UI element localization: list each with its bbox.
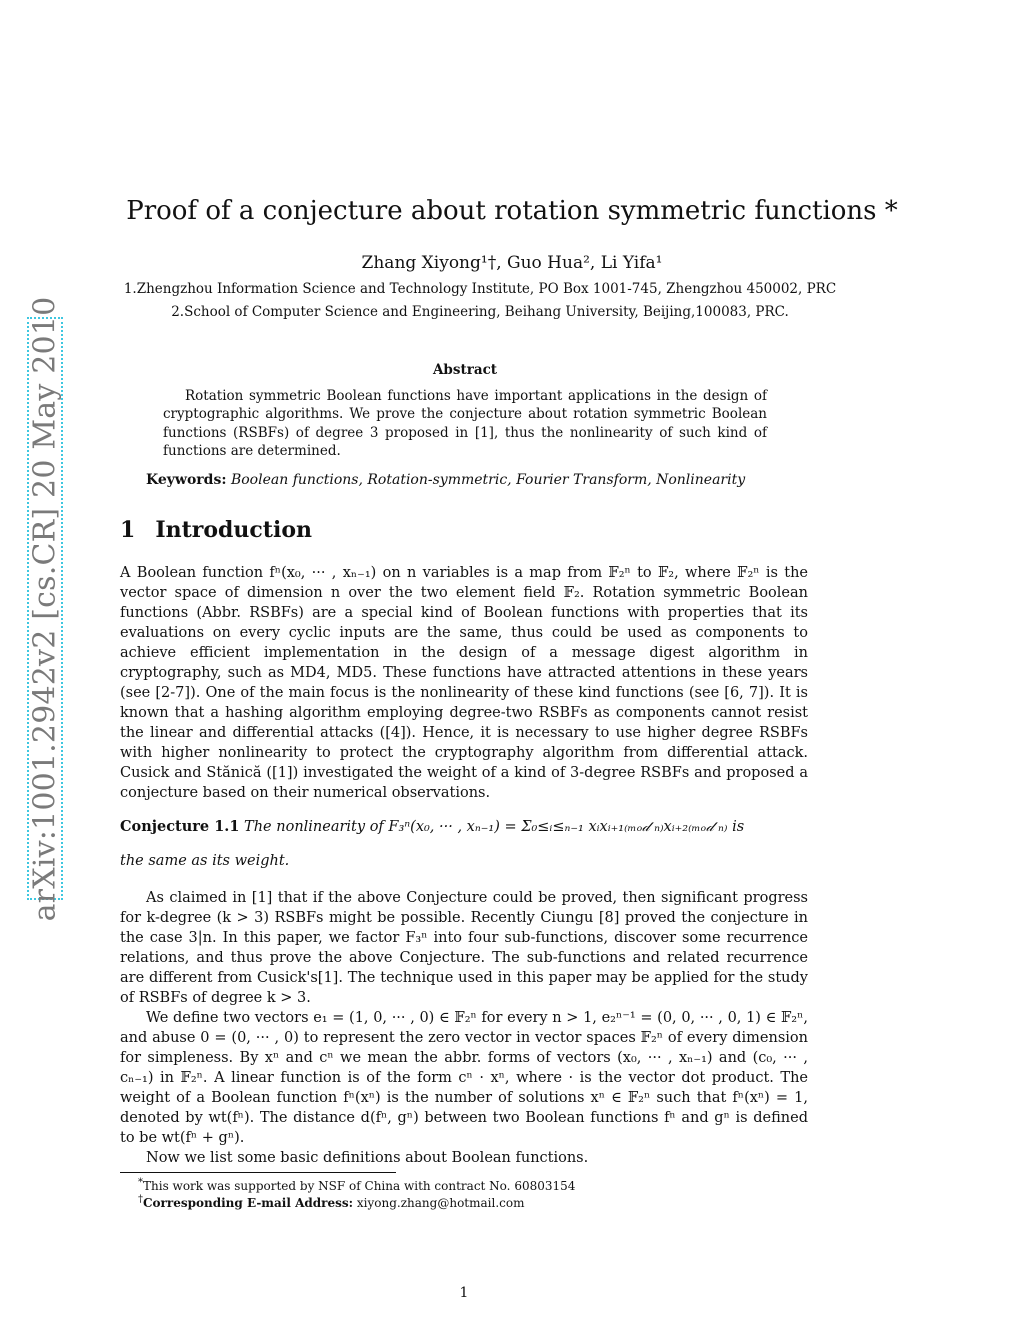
definitions-paragraph: We define two vectors e₁ = (1, 0, ··· , 0) ∈ 𝔽₂ⁿ for every n > 1, e₂ⁿ⁻¹ = (0, 0, ··· , 0, 1) ∈ 𝔽₂ⁿ, and abuse 0 = (0, ··· , 0) to represent the zero vector in vector spaces 𝔽₂ⁿ of every dimension for simpleness. By xⁿ and cⁿ we mean the abbr. forms of vectors (x₀, ··· , xₙ₋₁) and (c₀, ··· , cₙ₋₁) in 𝔽₂ⁿ. A linear function is of the form cⁿ · xⁿ, where · is the vector dot product. The weight of a Boolean function fⁿ(xⁿ) is the number of solutions xⁿ ∈ 𝔽₂ⁿ such that fⁿ(xⁿ) = 1, denoted by wt(fⁿ). The distance d(fⁿ, gⁿ) between two Boolean functions fⁿ and gⁿ is defined to be wt(fⁿ + gⁿ).: [120, 1010, 808, 1146]
paper-title: Proof of a conjecture about rotation symmetric functions *: [126, 196, 898, 226]
keywords: [146, 472, 806, 488]
footnote-contact-label: Corresponding E-mail Address:: [143, 1196, 354, 1210]
footnote-mark-2: †: [138, 1194, 143, 1205]
conjecture-text: The nonlinearity of: [244, 819, 384, 835]
keywords-label: Keywords:: [146, 472, 227, 488]
footnote-funding: [138, 1177, 575, 1193]
author-list: Zhang Xiyong¹†, Guo Hua², Li Yifa¹: [361, 253, 663, 273]
arxiv-stamp-text: arXiv:1001.2942v2 [cs.CR] 20 May 2010: [27, 296, 63, 921]
footnote-funding-text: This work was supported by NSF of China with contract No. 60803154: [143, 1179, 576, 1193]
conjecture-label: Conjecture 1.1: [120, 818, 240, 835]
conjecture-formula: F₃ⁿ(x₀, ··· , xₙ₋₁) = Σ₀≤ᵢ≤ₙ₋₁ xᵢxᵢ₊₁₍ₘₒ𝒹 ₙ₎xᵢ₊₂₍ₘₒ𝒹 ₙ₎ is: [388, 819, 745, 835]
footnote-mark-1: *: [138, 1177, 143, 1188]
affiliation-1: 1.Zhengzhou Information Science and Technology Institute, PO Box 1001-745, Zhengzhou 450002, PRC: [123, 281, 837, 297]
conjecture-block: [120, 817, 810, 869]
conjecture-continuation: the same as its weight.: [120, 853, 290, 869]
arxiv-stamp[interactable]: [27, 296, 63, 921]
footnote-divider: [120, 1172, 396, 1173]
section-number: 1: [120, 517, 136, 543]
intro-paragraph: A Boolean function fⁿ(x₀, ··· , xₙ₋₁) on n variables is a map from 𝔽₂ⁿ to 𝔽₂, where 𝔽₂ⁿ is the vector space of dimension n over the two element field 𝔽₂. Rotation symmetric Boolean functions (Abbr. RSBFs) are a special kind of Boolean functions with properties that its evaluations on every cyclic inputs are the same, thus could be used as components to achieve efficient implementation in the design of a message digest algorithm in cryptography, such as MD4, MD5. These functions have attracted attentions in these years (see [2-7]). One of the main focus is the nonlinearity of these kind functions (see [6, 7]). It is known that a hashing algorithm employing degree-two RSBFs as components cannot resist the linear and differential attacks ([4]). Hence, it is necessary to use higher degree RSBFs with higher nonlinearity to protect the cryptography algorithm from differential attack. Cusick and Stănică ([1]) investigated the weight of a kind of 3-degree RSBFs and proposed a conjecture based on their numerical observations.: [120, 565, 808, 801]
abstract-text: Rotation symmetric Boolean functions have important applications in the design of cryptographic algorithms. We prove the conjecture about rotation symmetric Boolean functions (RSBFs) of degree 3 proposed in [1], thus the nonlinearity of such kind of functions are determined.: [163, 388, 767, 459]
footnote-contact-email[interactable]: xiyong.zhang@hotmail.com: [356, 1196, 525, 1210]
abstract-heading: Abstract: [432, 362, 498, 378]
claim-paragraph: As claimed in [1] that if the above Conjecture could be proved, then significant progress for k-degree (k > 3) RSBFs might be possible. Recently Ciungu [8] proved the conjecture in the case 3|n. In this paper, we factor F₃ⁿ into four sub-functions, discover some recurrence relations, and thus prove the above Conjecture. The sub-functions and related recurrence are different from Cusick's[1]. The technique used in this paper may be applied for the study of RSBFs of degree k > 3.: [120, 890, 808, 1006]
page-number: 1: [459, 1285, 469, 1301]
affiliation-2: 2.School of Computer Science and Engineering, Beihang University, Beijing,100083, PRC.: [171, 304, 789, 320]
section-heading: [120, 517, 312, 543]
section-title: Introduction: [155, 517, 312, 543]
footnote-contact: [138, 1194, 524, 1210]
closing-paragraph: Now we list some basic definitions about Boolean functions.: [146, 1150, 589, 1166]
keywords-value: Boolean functions, Rotation-symmetric, Fourier Transform, Nonlinearity: [230, 472, 746, 488]
